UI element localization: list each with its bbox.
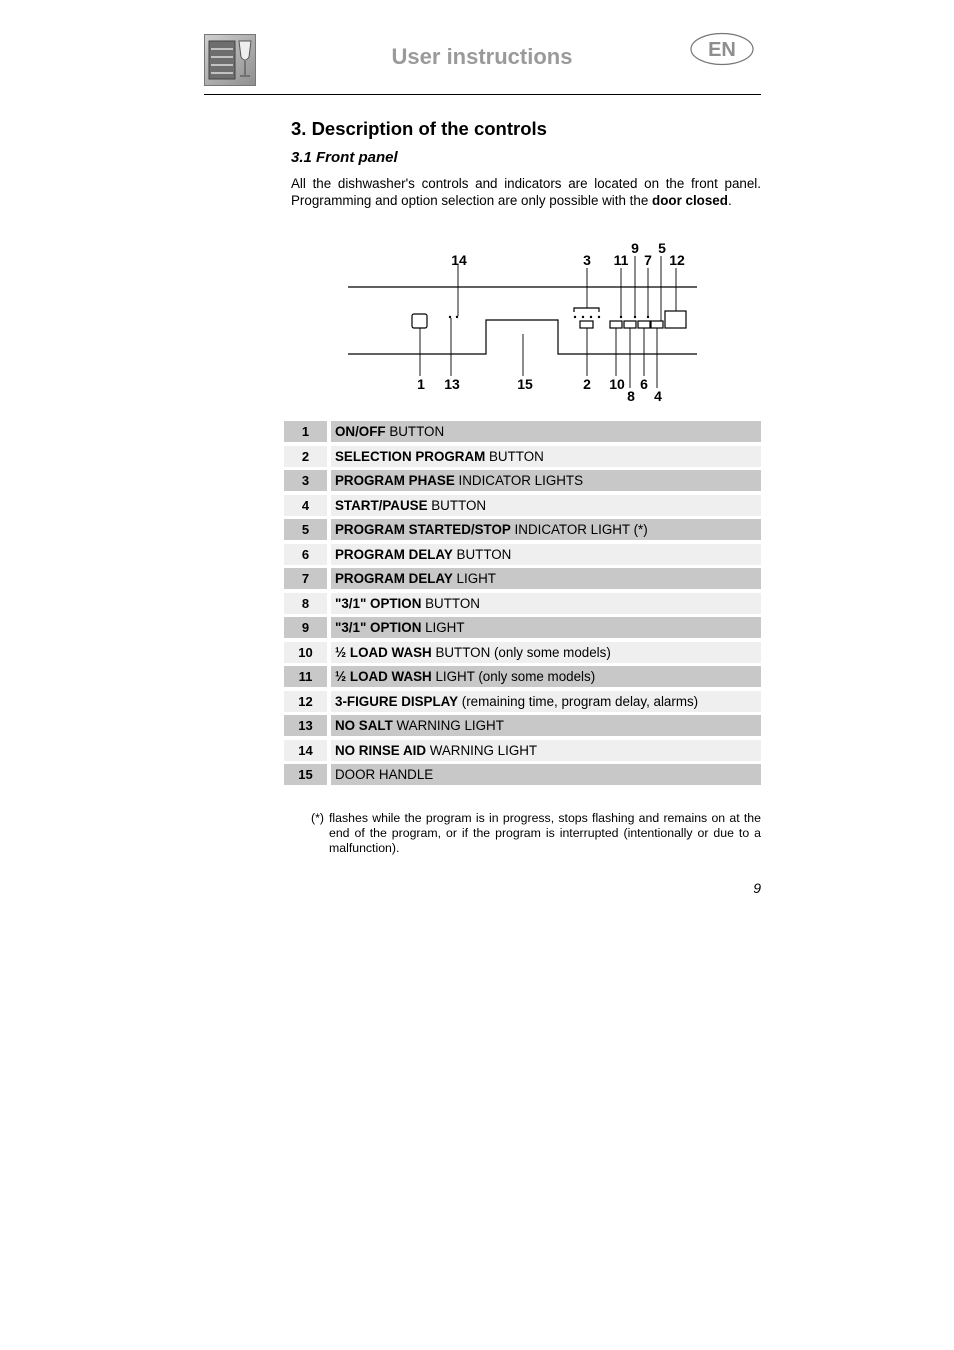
table-row [284,446,761,467]
row-description: 3-FIGURE DISPLAY (remaining time, program delay, alarms) [331,691,761,712]
table-row [284,470,761,491]
table-row [284,642,761,663]
section-subheading: 3.1 Front panel [291,149,398,166]
controls-table [284,421,761,789]
table-row [284,740,761,761]
table-row [284,568,761,589]
table-row [284,666,761,687]
callout-3: 3 [583,252,591,268]
callout-13: 13 [444,376,460,392]
row-description: PROGRAM PHASE INDICATOR LIGHTS [331,470,761,491]
callout-10: 10 [609,376,625,392]
front-panel-diagram [340,236,710,412]
row-number: 3 [284,470,327,491]
row-number: 12 [284,691,327,712]
table-row [284,495,761,516]
language-badge [690,32,754,66]
callout-15: 15 [517,376,533,392]
section-heading: 3. Description of the controls [291,118,547,139]
footnote-text: flashes while the program is in progress, stops flashing and remains on at the end of the program, or if the program is interrupted (intentionally or due to a malfunction). [329,811,761,855]
page-number: 9 [753,880,761,896]
header-rule [204,94,761,95]
row-number: 7 [284,568,327,589]
table-row [284,544,761,565]
row-number: 10 [284,642,327,663]
row-description: DOOR HANDLE [331,764,761,785]
row-number: 2 [284,446,327,467]
row-description: NO RINSE AID WARNING LIGHT [331,740,761,761]
row-number: 13 [284,715,327,736]
table-row [284,715,761,736]
row-description: SELECTION PROGRAM BUTTON [331,446,761,467]
row-number: 14 [284,740,327,761]
page-header-title: User instructions [391,44,573,69]
row-description: NO SALT WARNING LIGHT [331,715,761,736]
callout-12: 12 [669,252,685,268]
row-description: "3/1" OPTION BUTTON [331,593,761,614]
callout-7: 7 [644,252,652,268]
row-description: START/PAUSE BUTTON [331,495,761,516]
table-row [284,519,761,540]
callout-6: 6 [640,376,648,392]
callout-2: 2 [583,376,591,392]
row-number: 1 [284,421,327,442]
table-row [284,617,761,638]
callout-1: 1 [417,376,425,392]
row-description: ½ LOAD WASH BUTTON (only some models) [331,642,761,663]
row-number: 6 [284,544,327,565]
callout-14: 14 [451,252,467,268]
table-row [284,764,761,785]
row-number: 4 [284,495,327,516]
row-description: PROGRAM STARTED/STOP INDICATOR LIGHT (*) [331,519,761,540]
language-badge-label: EN [708,39,736,61]
row-description: ½ LOAD WASH LIGHT (only some models) [331,666,761,687]
row-number: 5 [284,519,327,540]
table-row [284,691,761,712]
callout-5: 5 [658,240,666,256]
row-number: 8 [284,593,327,614]
callout-9: 9 [631,240,639,256]
row-description: PROGRAM DELAY BUTTON [331,544,761,565]
table-row [284,421,761,442]
footnote [311,811,761,856]
row-number: 11 [284,666,327,687]
footnote-mark: (*) [311,811,324,825]
row-number: 15 [284,764,327,785]
intro-bold: door closed [652,192,728,208]
callout-8: 8 [627,388,635,404]
callout-11: 11 [613,252,629,268]
callout-4: 4 [654,388,662,404]
table-row [284,593,761,614]
intro-paragraph: All the dishwasher's controls and indicators are located on the front panel. Programming and option selection are only possible with the door closed. [291,176,761,208]
row-description: PROGRAM DELAY LIGHT [331,568,761,589]
row-number: 9 [284,617,327,638]
row-description: ON/OFF BUTTON [331,421,761,442]
row-description: "3/1" OPTION LIGHT [331,617,761,638]
